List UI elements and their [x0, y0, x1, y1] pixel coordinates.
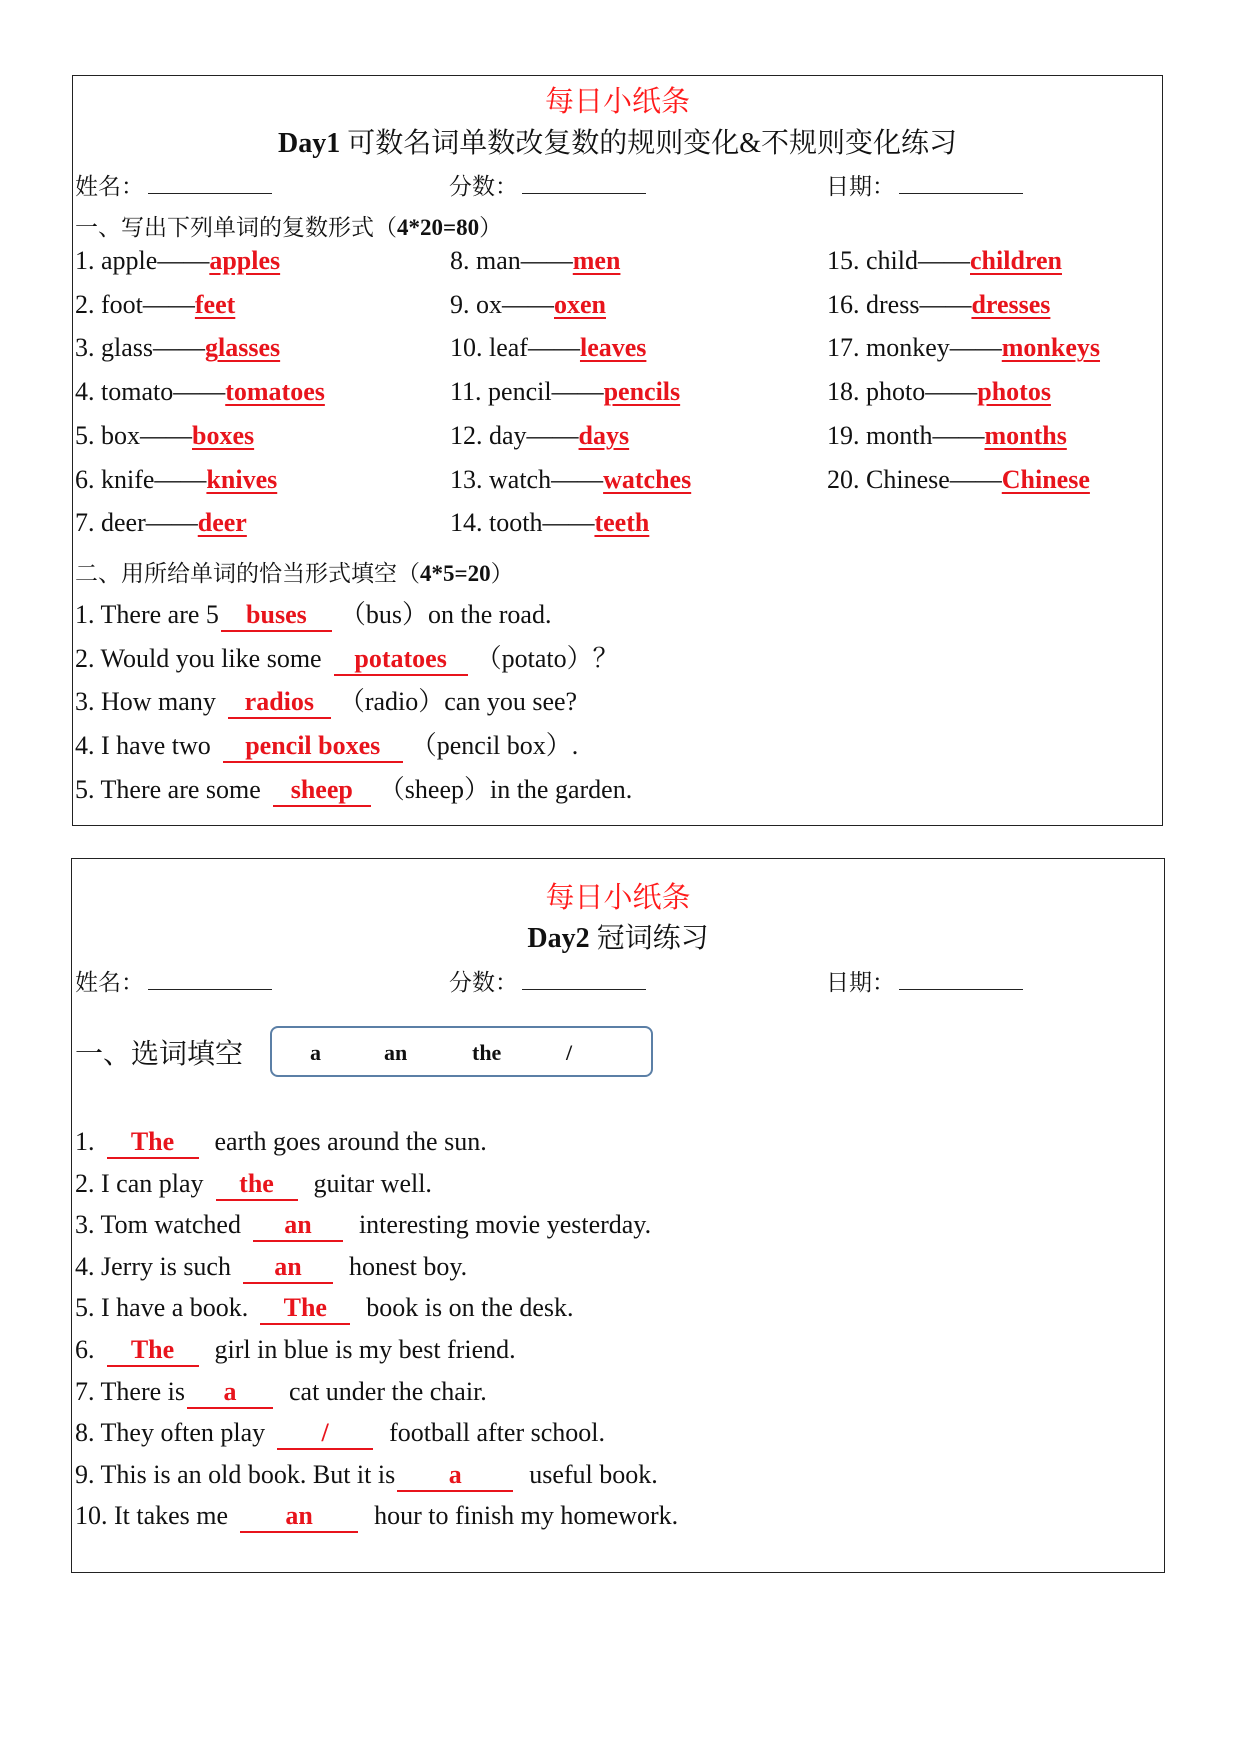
plural-item [450, 421, 629, 451]
plural-answer[interactable]: pencils [603, 377, 681, 407]
dash: —— [140, 420, 192, 450]
day1-title-bold: Day1 [277, 128, 341, 159]
day1-title-text: 可数名词单数改复数的规则变化&不规则变化练习 [340, 128, 958, 159]
plural-answer[interactable]: men [572, 246, 621, 275]
dash: —— [157, 246, 210, 275]
day1-score-field [449, 168, 646, 201]
plural-answer[interactable]: months [984, 420, 1067, 450]
dash: —— [919, 289, 972, 319]
article-suffix: football after school. [389, 1418, 606, 1448]
plural-word: 17. monkey [827, 333, 950, 363]
section1-label: 一、写出下列单词的复数形式（ [75, 215, 397, 240]
plural-item [450, 377, 680, 407]
article-answer: a [448, 1459, 462, 1489]
article-blank[interactable] [187, 1377, 273, 1409]
plural-answer[interactable]: teeth [594, 508, 650, 538]
fill-prefix: 2. Would you like some [75, 643, 322, 673]
article-prefix: 10. It takes me [75, 1501, 229, 1531]
plural-word: 7. deer [75, 508, 146, 538]
plural-word: 11. pencil [450, 377, 552, 407]
name-label: 姓名： [75, 970, 144, 995]
plural-item [827, 246, 1062, 276]
article-item [75, 1418, 605, 1450]
plural-item [450, 465, 691, 495]
dash: —— [526, 420, 579, 450]
score-label: 分数： [449, 174, 518, 199]
fill-prefix: 5. There are some [75, 774, 261, 804]
dash: —— [932, 420, 985, 450]
plural-item [75, 421, 254, 451]
fill-item [75, 638, 619, 676]
date-blank[interactable] [899, 967, 1023, 990]
plural-word: 15. child [827, 246, 918, 275]
article-item [75, 1127, 487, 1159]
section1-close: ） [479, 215, 503, 240]
section2-score: 4*5=20 [420, 561, 491, 586]
article-answer: an [274, 1251, 302, 1281]
fill-item [75, 769, 632, 807]
fill-blank[interactable] [221, 600, 332, 632]
article-prefix: 2. I can play [75, 1168, 204, 1198]
day1-date-field [826, 168, 1023, 201]
name-label: 姓名： [75, 174, 144, 199]
plural-answer[interactable]: tomatoes [225, 377, 325, 407]
plural-word: 14. tooth [450, 508, 543, 538]
plural-word: 16. dress [827, 289, 920, 319]
fill-suffix: （potato）？ [475, 643, 619, 673]
day2-header: 每日小纸条 [545, 882, 691, 914]
day2-name-field [75, 964, 272, 997]
article-answer: The [130, 1335, 175, 1364]
plural-word: 8. man [450, 246, 521, 275]
article-suffix: guitar well. [313, 1168, 432, 1198]
plural-answer[interactable]: feet [194, 289, 236, 319]
day2-date-field [826, 964, 1023, 997]
article-answer: / [321, 1418, 329, 1448]
plural-item [75, 246, 280, 276]
plural-answer[interactable]: oxen [554, 289, 606, 319]
plural-word: 9. ox [450, 289, 502, 319]
fill-prefix: 1. There are 5 [75, 600, 219, 629]
article-suffix: book is on the desk. [366, 1293, 574, 1323]
article-item [75, 1293, 574, 1325]
choice-none: / [566, 1040, 573, 1065]
section2-close: ） [490, 561, 514, 586]
plural-answer[interactable]: dresses [971, 289, 1051, 319]
dash: —— [918, 246, 970, 275]
article-blank[interactable] [240, 1501, 358, 1533]
score-label: 分数： [449, 970, 518, 995]
article-blank[interactable] [107, 1127, 199, 1159]
day1-name-field [75, 168, 272, 201]
section2-label: 二、用所给单词的恰当形式填空（ [75, 561, 420, 586]
article-answer: a [223, 1376, 237, 1406]
article-prefix: 7. There is [75, 1376, 185, 1406]
article-prefix: 8. They often play [75, 1418, 266, 1448]
fill-blank[interactable] [273, 775, 371, 807]
fill-answer: sheep [290, 774, 353, 804]
plural-word: 18. photo [827, 377, 926, 407]
fill-blank[interactable] [334, 644, 468, 676]
day1-section1-heading [75, 209, 502, 242]
plural-answer[interactable]: leaves [579, 333, 647, 363]
fill-answer: potatoes [354, 643, 447, 673]
plural-answer[interactable]: watches [603, 464, 692, 494]
article-answer: the [239, 1168, 274, 1198]
article-blank[interactable] [243, 1252, 333, 1284]
day1-section2-heading [75, 555, 514, 588]
fill-prefix: 4. I have two [75, 731, 211, 761]
day2-score-field [449, 964, 646, 997]
name-blank[interactable] [148, 967, 272, 990]
choice-the: the [472, 1040, 502, 1065]
dash: —— [142, 289, 195, 319]
article-suffix: interesting movie yesterday. [358, 1210, 652, 1240]
plural-item [450, 290, 606, 320]
plural-item [827, 421, 1067, 451]
article-suffix: useful book. [529, 1459, 658, 1489]
fill-suffix: （sheep）in the garden. [378, 774, 633, 804]
article-blank[interactable] [260, 1293, 350, 1325]
day2-title-bold: Day2 [527, 923, 590, 954]
score-blank[interactable] [522, 967, 646, 990]
article-suffix: hour to finish my homework. [374, 1501, 679, 1531]
article-item [75, 1501, 678, 1533]
article-prefix: 9. This is an old book. But it is [75, 1459, 396, 1489]
date-label: 日期： [826, 970, 895, 995]
fill-blank[interactable] [228, 687, 331, 719]
day2-title-text: 冠词练习 [589, 923, 709, 954]
dash: —— [949, 464, 1002, 494]
plural-word: 4. tomato [75, 377, 174, 407]
plural-word: 19. month [827, 420, 933, 450]
article-answer: an [284, 1210, 312, 1240]
article-prefix: 5. I have a book. [75, 1293, 249, 1323]
fill-prefix: 3. How many [75, 687, 216, 717]
plural-answer[interactable]: knives [206, 464, 278, 494]
plural-answer[interactable]: photos [977, 377, 1051, 407]
plural-item [75, 377, 325, 407]
article-answer: an [285, 1501, 313, 1531]
plural-word: 13. watch [450, 464, 552, 494]
article-item [75, 1335, 516, 1367]
article-blank[interactable] [216, 1169, 298, 1201]
article-blank[interactable] [253, 1210, 343, 1242]
plural-item [450, 246, 620, 276]
dash: —— [154, 464, 207, 494]
article-prefix: 4. Jerry is such [75, 1251, 231, 1281]
dash: —— [551, 377, 604, 407]
article-prefix: 3. Tom watched [75, 1210, 241, 1240]
plural-word: 12. day [450, 420, 527, 450]
choice-a: a [310, 1040, 321, 1065]
plural-item [827, 333, 1100, 363]
dash: —— [520, 246, 573, 275]
plural-item [450, 333, 646, 363]
fill-item [75, 681, 577, 719]
dash: —— [949, 333, 1002, 363]
plural-word: 20. Chinese [827, 464, 950, 494]
section1-score: 4*20=80 [397, 215, 480, 240]
plural-item [75, 333, 280, 363]
day2-title [72, 916, 1164, 956]
choice-an: an [384, 1040, 408, 1065]
dash: —— [153, 333, 205, 363]
plural-word: 6. knife [75, 464, 155, 494]
article-blank[interactable] [277, 1418, 373, 1450]
score-blank[interactable] [522, 171, 646, 194]
plural-item [827, 290, 1050, 320]
article-item [75, 1252, 467, 1284]
article-blank[interactable] [107, 1335, 199, 1367]
fill-blank[interactable] [223, 731, 403, 763]
dash: —— [145, 508, 198, 538]
dash: —— [527, 333, 580, 363]
dash: —— [173, 377, 226, 407]
plural-answer[interactable]: boxes [192, 420, 255, 450]
dash: —— [925, 377, 978, 407]
article-suffix: honest boy. [348, 1251, 468, 1281]
plural-item [75, 508, 247, 538]
article-suffix: cat under the chair. [289, 1376, 487, 1406]
article-item [75, 1377, 487, 1409]
name-blank[interactable] [148, 171, 272, 194]
fill-answer: radios [244, 687, 314, 717]
day1-title [73, 121, 1162, 161]
article-suffix: earth goes around the sun. [214, 1127, 487, 1156]
plural-word: 1. apple [75, 246, 158, 275]
dash: —— [551, 464, 604, 494]
plural-answer[interactable]: glasses [205, 333, 281, 363]
fill-suffix: （pencil box）. [410, 731, 579, 761]
article-prefix: 6. [75, 1335, 95, 1364]
plural-answer[interactable]: children [970, 246, 1062, 275]
plural-answer[interactable]: days [578, 420, 630, 450]
plural-answer[interactable]: monkeys [1001, 333, 1101, 363]
plural-word: 5. box [75, 420, 140, 450]
plural-item [827, 377, 1051, 407]
article-item [75, 1460, 658, 1492]
fill-answer: pencil boxes [245, 731, 381, 761]
article-prefix: 1. [75, 1127, 95, 1156]
article-answer: The [130, 1127, 175, 1156]
plural-word: 10. leaf [450, 333, 528, 363]
fill-suffix: （radio）can you see? [338, 687, 578, 717]
plural-item [75, 290, 235, 320]
plural-word: 2. foot [75, 289, 143, 319]
plural-answer[interactable]: Chinese [1001, 464, 1090, 494]
article-suffix: girl in blue is my best friend. [214, 1335, 516, 1364]
plural-item [827, 465, 1090, 495]
word-choice-box [270, 1026, 653, 1077]
day1-header: 每日小纸条 [544, 86, 690, 118]
plural-item [450, 508, 649, 538]
dash: —— [542, 508, 595, 538]
plural-answer[interactable]: apples [209, 246, 281, 275]
plural-answer[interactable]: deer [197, 508, 247, 538]
article-blank[interactable] [397, 1460, 513, 1492]
day1-worksheet [72, 75, 1163, 826]
day2-worksheet [71, 858, 1165, 1573]
fill-item [75, 594, 551, 632]
plural-item [75, 465, 277, 495]
article-item [75, 1210, 651, 1242]
article-answer: The [283, 1293, 327, 1323]
plural-word: 3. glass [75, 333, 153, 363]
dash: —— [502, 289, 554, 319]
fill-answer: buses [246, 600, 307, 629]
date-blank[interactable] [899, 171, 1023, 194]
day2-section1-heading: 一、选词填空 [75, 1039, 244, 1070]
fill-item [75, 725, 578, 763]
date-label: 日期： [826, 174, 895, 199]
article-item [75, 1169, 432, 1201]
fill-suffix: （bus）on the road. [339, 600, 552, 629]
